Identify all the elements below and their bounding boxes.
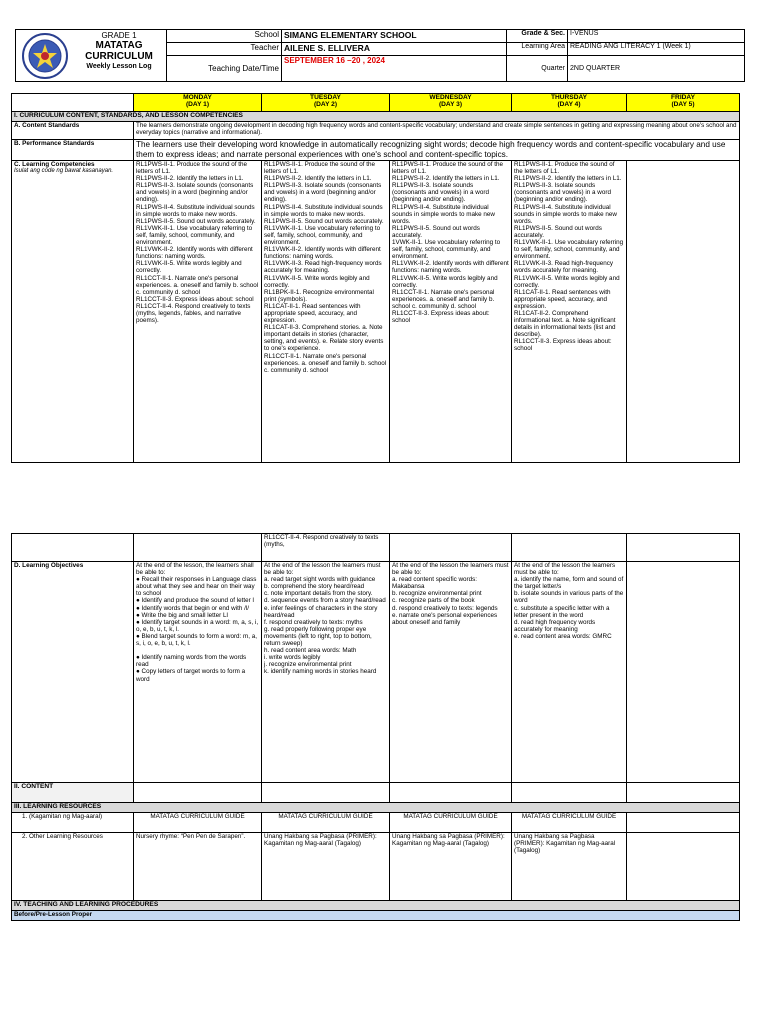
resources2-friday: [627, 833, 740, 901]
subtitle: Weekly Lesson Log: [86, 63, 152, 70]
competencies-friday: [627, 161, 740, 463]
competencies-tuesday: RL1PWS-II-1. Produce the sound of the letters of L1. RL1PWS-II-2. Identify the letters in L1. RL1PWS-II-3. Isolate sounds (consonants and vowels) in a word (beginning and/or ending). RL1PWS-II-4. Substitute individual sounds in simple words to make new words. RL1PWS-II-5. Sound out words accurately. RL1VWK-II-1. Use vocabulary referring to self, family, school, community, and environment. RL1VWK-II-2. Identify words with different functions: naming words. RL1VWK-II-3. Read high-frequency words accurately for meaning. RL1VWK-II-5. Write words legibly and correctly. RL1BPK-II-1. Recognize environmental print (symbols). RL1CAT-II-1. Read sentences with appropriate speed, accuracy, and expression. RL1CAT-II-3. Comprehend stories. a. Note important details in stories (character, setting, and events). e. Relate story events to one's experience. RL1CCT-II-1. Narrate one's personal experiences. a. oneself and family b. school c. community d. school: [262, 161, 390, 463]
resources1-tuesday: MATATAG CURRICULUM GUIDE: [262, 813, 390, 833]
grade-value: I-VENUS: [568, 30, 745, 43]
quarter-value: 2ND QUARTER: [568, 56, 745, 82]
area-label: Learning Area: [507, 43, 568, 56]
title-matatag: MATATAG: [95, 40, 143, 51]
day-header-monday: MONDAY (DAY 1): [134, 94, 262, 112]
school-label: School: [167, 30, 282, 43]
competencies-label: C. Learning Competencies: [14, 161, 95, 168]
section-curriculum: I. CURRICULUM CONTENT, STANDARDS, AND LESSON COMPETENCIES: [12, 112, 740, 122]
header: [15, 29, 745, 81]
day-header-friday: FRIDAY (DAY 5): [627, 94, 740, 112]
lesson-table-part2: [11, 533, 739, 921]
resources1-friday: [627, 813, 740, 833]
content-monday: [134, 783, 262, 803]
content-friday: [627, 783, 740, 803]
section-procedures: IV. TEACHING AND LEARNING PROCEDURES: [12, 901, 740, 911]
content-wednesday: [390, 783, 512, 803]
objectives-monday: At the end of the lesson, the learners shall be able to: ● Recall their responses in Language class about what they see and hear on their way to school ● Identify and produce the sound of letter l ● Identify words that begin or end with /l/ ● Write the big and small letter Ll ● Identify target sounds in a word: m, a, s, i, o, e, b, u, t, k, l. ● Blend target sounds to form a word: m, a, s, i, o, e, b, u, t, k, l. ● Identify naming words from the words read ● Copy letters of target words to form a word: [134, 562, 262, 783]
continuation-wednesday: [390, 534, 512, 562]
competencies-sub: Isulat ang code ng bawat kasanayan.: [14, 168, 114, 174]
resources2-monday: Nursery rhyme: “Pen Pen de Sarapen”.: [134, 833, 262, 901]
quarter-label: Quarter: [507, 56, 568, 82]
content-label: II. CONTENT: [12, 783, 134, 803]
resources2-wednesday: Unang Hakbang sa Pagbasa (PRIMER): Kagamitan ng Mag-aaral (Tagalog): [390, 833, 512, 901]
competencies-thursday: RL1PWS-II-1. Produce the sound of the letters of L1. RL1PWS-II-2. Identify the letters in L1. RL1PWS-II-3. Isolate sounds (consonants and vowels) in a word (beginning and/or ending). RL1PWS-II-4. Substitute individual sounds in simple words to make new words. RL1PWS-II-5. Sound out words accurately. RL1VWK-II-1. Use vocabulary referring to self, family, school, community, and environment. RL1VWK-II-3. Read high-frequency words accurately for meaning. RL1VWK-II-5. Write words legibly and correctly. RL1CAT-II-1. Read sentences with appropriate speed, accuracy, and expression. RL1CAT-II-2. Comprehend informational text. a. Note significant details in informational texts (list and describe). RL1CCT-II-3. Express ideas about: school: [512, 161, 627, 463]
day-header-thursday: THURSDAY (DAY 4): [512, 94, 627, 112]
resources2-thursday: Unang Hakbang sa Pagbasa (PRIMER): Kagamitan ng Mag-aaral (Tagalog): [512, 833, 627, 901]
before-lesson-row: Before/Pre-Lesson Proper: [12, 911, 740, 921]
continuation-empty-label: [12, 534, 134, 562]
continuation-tuesday: RL1CCT-II-4. Respond creatively to texts (myths,: [262, 534, 390, 562]
grade-label: Grade & Sec.: [507, 30, 568, 43]
resources1-thursday: MATATAG CURRICULUM GUIDE: [512, 813, 627, 833]
header-logo-cell: [16, 30, 167, 82]
content-tuesday: [262, 783, 390, 803]
continuation-friday: [627, 534, 740, 562]
area-value: READING ANG LITERACY 1 (Week 1): [568, 43, 745, 56]
grade-line: GRADE 1: [101, 31, 137, 40]
school-value: SIMANG ELEMENTARY SCHOOL: [282, 30, 507, 43]
teacher-label: Teacher: [167, 43, 282, 56]
date-label: Teaching Date/Time: [167, 56, 282, 82]
deped-seal-icon: [22, 33, 68, 79]
content-standards-label: A. Content Standards: [12, 122, 134, 140]
resources1-monday: MATATAG CURRICULUM GUIDE: [134, 813, 262, 833]
competencies-monday: RL1PWS-II-1. Produce the sound of the letters of L1. RL1PWS-II-2. Identify the letters in L1. RL1PWS-II-3. Isolate sounds (consonants and vowels) in a word (beginning and/or ending). RL1PWS-II-4. Substitute individual sounds in simple words to make new words. RL1PWS-II-5. Sound out words accurately. RL1VWK-II-1. Use vocabulary referring to self, family, school, community, and environment. RL1VWK-II-2. Identify words with different functions: naming words. RL1VWK-II-5. Write words legibly and correctly. RL1CCT-II-1. Narrate one's personal experiences. a. oneself and family b. school c. community d. school RL1CCT-II-3. Express ideas about: school RL1CCT-II-4. Respond creatively to texts (myths, legends, fables, and narrative poems).: [134, 161, 262, 463]
resources2-label: 2. Other Learning Resources: [12, 833, 134, 901]
teacher-value: AILENE S. ELLIVERA: [282, 43, 507, 56]
day-header-tuesday: TUESDAY (DAY 2): [262, 94, 390, 112]
section-resources: III. LEARNING RESOURCES: [12, 803, 740, 813]
objectives-label: D. Learning Objectives: [12, 562, 134, 783]
day-header-wednesday: WEDNESDAY (DAY 3): [390, 94, 512, 112]
date-value: SEPTEMBER 16 –20 , 2024: [282, 56, 507, 82]
competencies-wednesday: RL1PWS-II-1. Produce the sound of the letters of L1. RL1PWS-II-2. Identify the letters in L1. RL1PWS-II-3. Isolate sounds (consonants and vowels) in a word (beginning and/or ending). RL1PWS-II-4. Substitute individual sounds in simple words to make new words. RL1PWS-II-5. Sound out words accurately. 1VWK-II-1. Use vocabulary referring to self, family, school, community, and environment. RL1VWK-II-2. Identify words with different functions: naming words. RL1VWK-II-5. Write words legibly and correctly. RL1CCT-II-1. Narrate one's personal experiences. a. oneself and family b. school c. community d. school RL1CCT-II-3. Express ideas about: school: [390, 161, 512, 463]
resources2-tuesday: Unang Hakbang sa Pagbasa (PRIMER): Kagamitan ng Mag-aaral (Tagalog): [262, 833, 390, 901]
performance-standards-label: B. Performance Standards: [12, 140, 134, 161]
performance-standards-text: The learners use their developing word knowledge in automatically recognizing sight words; decode high frequency words and content-specific vocabulary and use them to express ideas; and narrate personal experiences with one's school and content-specific topics.: [134, 140, 740, 161]
objectives-wednesday: At the end of the lesson the learners must be able to: a. read content specific words: Makabansa b. recognize environmental print c. recognize parts of the book d. respond creatively to texts: legends e. narrate one's personal experiences about oneself and family: [390, 562, 512, 783]
corner-cell: [12, 94, 134, 112]
content-thursday: [512, 783, 627, 803]
objectives-friday: [627, 562, 740, 783]
objectives-thursday: At the end of the lesson the learners must be able to: a. identify the name, form and sound of the target letter/s b. isolate sounds in various parts of the word c. substitute a specific letter with a letter present in the word d. read high frequency words accurately for meaning e. read content area words: GMRC: [512, 562, 627, 783]
continuation-thursday: [512, 534, 627, 562]
title-curriculum: CURRICULUM: [85, 51, 153, 62]
competencies-label-cell: [12, 161, 134, 463]
resources1-label: 1. (Kagamitan ng Mag-aaral): [12, 813, 134, 833]
objectives-tuesday: At the end of the lesson the learners must be able to: a. read target sight words with guidance b. comprehend the story heard/read c. note important details from the story. d. sequence events from a story heard/read e. infer feelings of characters in the story heard/read f. respond creatively to texts: myths g. read properly following proper eye movements (left to right, top to bottom, return sweep) h. read content area words: Math i. write words legibly j. recognize environmental print k. identify naming words in stories heard: [262, 562, 390, 783]
continuation-monday: [134, 534, 262, 562]
content-standards-text: The learners demonstrate ongoing development in decoding high frequency words and content-specific vocabulary; understand and create simple sentences in getting and expressing meaning about one's school and everyday topics (narrative and informational).: [134, 122, 740, 140]
resources1-wednesday: MATATAG CURRICULUM GUIDE: [390, 813, 512, 833]
lesson-table-part1: [11, 93, 739, 463]
